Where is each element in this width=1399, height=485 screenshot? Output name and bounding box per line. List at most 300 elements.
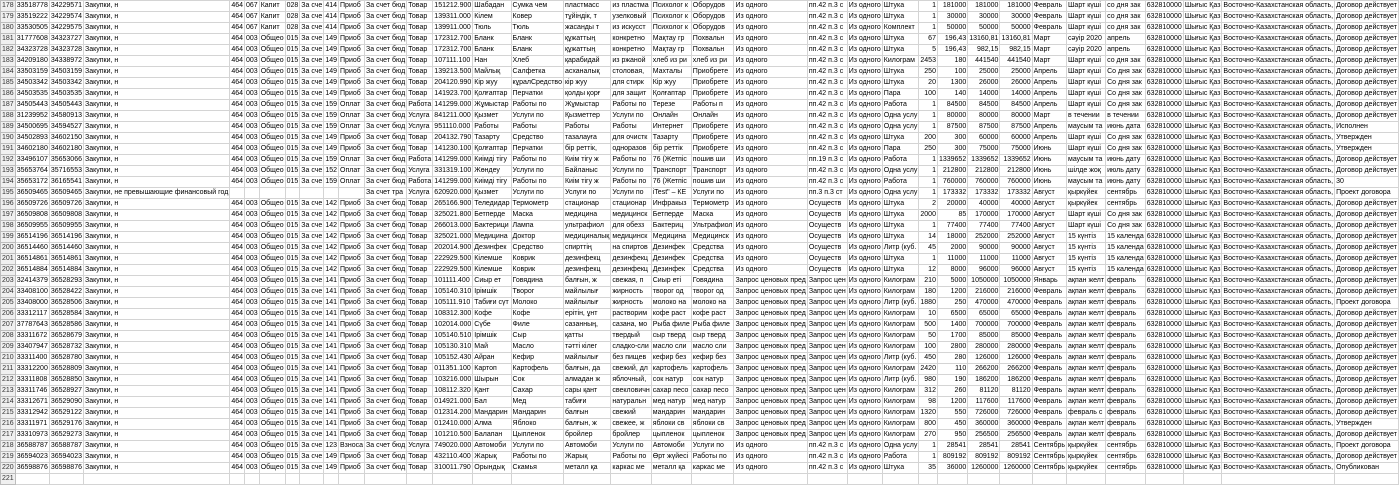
table-cell[interactable]: 141	[324, 419, 339, 430]
table-cell[interactable]: 11000	[1000, 254, 1032, 265]
table-cell[interactable]: 632810000	[1145, 12, 1183, 23]
table-cell[interactable]: 003	[245, 177, 260, 188]
table-cell[interactable]: Запрос цен	[807, 276, 847, 287]
table-cell[interactable]: 65000	[1000, 309, 1032, 320]
table-cell[interactable]: из ржаной	[611, 56, 651, 67]
table-cell[interactable]: Литр (куб.	[882, 375, 919, 386]
table-cell[interactable]: сары қант	[563, 386, 610, 397]
table-cell[interactable]: 464	[230, 23, 245, 34]
table-cell[interactable]: Из одного	[734, 243, 807, 254]
table-cell[interactable]: Шығыс Қаз	[1183, 199, 1222, 210]
table-cell[interactable]: 464	[230, 232, 245, 243]
table-cell[interactable]: 003	[245, 67, 260, 78]
table-cell[interactable]: Из одного	[847, 12, 882, 23]
table-cell[interactable]: За счет бюд	[365, 320, 407, 331]
table-cell[interactable]: 67	[919, 34, 938, 45]
table-cell[interactable]: 1	[919, 188, 938, 199]
table-cell[interactable]: Капит	[259, 23, 285, 34]
table-cell[interactable]: Договор действует	[1335, 67, 1399, 78]
table-cell[interactable]: 141299.000	[433, 100, 473, 111]
row-header[interactable]: 214	[1, 397, 16, 408]
table-cell[interactable]: 105152.430	[433, 353, 473, 364]
table-cell[interactable]	[847, 474, 882, 485]
table-cell[interactable]: 1320	[919, 408, 938, 419]
table-cell[interactable]: Шығыс Қаз	[1183, 34, 1222, 45]
table-cell[interactable]: қыркүйек	[1067, 441, 1106, 452]
table-cell[interactable]: 45	[919, 243, 938, 254]
table-cell[interactable]: Общео	[259, 45, 285, 56]
table-cell[interactable]: За счет бюд	[365, 298, 407, 309]
row-header[interactable]: 185	[1, 78, 16, 89]
table-cell[interactable]: бройлер	[563, 430, 610, 441]
table-cell[interactable]: Товар	[407, 34, 433, 45]
table-cell[interactable]: За счет бюд	[365, 122, 407, 133]
table-cell[interactable]: Товар	[407, 23, 433, 34]
table-cell[interactable]: 149	[324, 452, 339, 463]
table-cell[interactable]: 632810000	[1145, 67, 1183, 78]
table-cell[interactable]: Услуга	[407, 188, 433, 199]
table-cell[interactable]: Балапан	[473, 430, 511, 441]
table-cell[interactable]: 90000	[1000, 243, 1032, 254]
table-cell[interactable]: Товар	[407, 254, 433, 265]
table-cell[interactable]: Договор действует	[1335, 89, 1399, 100]
table-cell[interactable]: Приобрете	[691, 78, 734, 89]
table-cell[interactable]: 36528506	[49, 298, 83, 309]
table-cell[interactable]: 141923.700	[433, 89, 473, 100]
table-cell[interactable]: Закупки, н	[84, 210, 230, 221]
table-cell[interactable]: Коврик	[511, 254, 563, 265]
table-cell[interactable]: Договор действует	[1335, 166, 1399, 177]
table-cell[interactable]: Восточно-Казахстанская область,	[1222, 155, 1335, 166]
table-cell[interactable]: Восточно-Казахстанская область,	[1222, 111, 1335, 122]
table-cell[interactable]: Услуги по	[691, 441, 734, 452]
table-cell[interactable]: Товар	[407, 210, 433, 221]
table-cell[interactable]: 170000	[1000, 210, 1032, 221]
table-cell[interactable]: Шарт күші	[1067, 89, 1106, 100]
table-cell[interactable]: 015	[285, 309, 300, 320]
table-cell[interactable]: Запрос цен	[807, 364, 847, 375]
table-cell[interactable]: 103216.000	[433, 375, 473, 386]
table-cell[interactable]	[1106, 474, 1146, 485]
table-cell[interactable]: Восточно-Казахстанская область,	[1222, 177, 1335, 188]
table-cell[interactable]: Июнь	[1032, 166, 1066, 177]
table-cell[interactable]: Общео	[259, 452, 285, 463]
table-cell[interactable]: 33312117	[15, 309, 49, 320]
table-cell[interactable]: За счет бюд	[365, 408, 407, 419]
table-row[interactable]	[1, 232, 1399, 243]
table-cell[interactable]: Восточно-Казахстанская область,	[1222, 12, 1335, 23]
table-cell[interactable]: Восточно-Казахстанская область,	[1222, 342, 1335, 353]
table-cell[interactable]: 003	[245, 111, 260, 122]
table-cell[interactable]: Из одного	[847, 320, 882, 331]
table-cell[interactable]: Февраль	[1032, 1, 1066, 12]
table-cell[interactable]: Восточно-Казахстанская область,	[1222, 331, 1335, 342]
table-cell[interactable]: 77400	[937, 221, 967, 232]
table-cell[interactable]: Шығыс Қаз	[1183, 320, 1222, 331]
table-cell[interactable]: 36529090	[49, 397, 83, 408]
table-cell[interactable]: 36598876	[15, 463, 49, 474]
table-cell[interactable]: Восточно-Казахстанская область,	[1222, 309, 1335, 320]
table-cell[interactable]: сладко-сли	[611, 342, 651, 353]
table-cell[interactable]: Договор действует	[1335, 45, 1399, 56]
table-cell[interactable]: Услуги по	[611, 188, 651, 199]
table-cell[interactable]: Закупки, н	[84, 199, 230, 210]
table-cell[interactable]: Товар	[407, 386, 433, 397]
table-cell[interactable]: Из одного	[734, 133, 807, 144]
table-cell[interactable]: 117600	[968, 397, 1000, 408]
table-cell[interactable]: 100	[937, 67, 967, 78]
table-cell[interactable]: 015	[285, 353, 300, 364]
table-cell[interactable]: Кілемше	[473, 265, 511, 276]
table-cell[interactable]: За сче	[300, 232, 324, 243]
table-cell[interactable]: Из одного	[847, 254, 882, 265]
table-cell[interactable]: Похвальн	[691, 45, 734, 56]
table-cell[interactable]: без пищев	[611, 353, 651, 364]
table-cell[interactable]: Восточно-Казахстанская область,	[1222, 397, 1335, 408]
table-cell[interactable]: Шығыс Қаз	[1183, 100, 1222, 111]
table-cell[interactable]: Из одного	[847, 155, 882, 166]
row-header[interactable]: 215	[1, 408, 16, 419]
table-cell[interactable]: 85	[937, 210, 967, 221]
table-cell[interactable]: Осуществ	[807, 210, 847, 221]
table-cell[interactable]: пп.42 п.3 с	[807, 1, 847, 12]
table-cell[interactable]: апрель	[1106, 45, 1146, 56]
row-header[interactable]: 199	[1, 232, 16, 243]
table-cell[interactable]: 003	[245, 210, 260, 221]
table-cell[interactable]: сентябрь	[1106, 188, 1146, 199]
table-cell[interactable]: пп.42 п.3 с	[807, 452, 847, 463]
table-cell[interactable]: За счет бюд	[365, 463, 407, 474]
table-cell[interactable]: хлеб из ри	[651, 56, 691, 67]
table-cell[interactable]: Сүбе	[473, 320, 511, 331]
table-cell[interactable]: Товар	[407, 45, 433, 56]
table-cell[interactable]: За счет бюд	[365, 1, 407, 12]
table-cell[interactable]: Из одного	[847, 133, 882, 144]
table-cell[interactable]: со дня зак	[1106, 56, 1146, 67]
table-cell[interactable]: Закупки, н	[84, 232, 230, 243]
table-cell[interactable]: Өрт жүйесі	[651, 452, 691, 463]
table-cell[interactable]: Запрос цен	[807, 397, 847, 408]
table-cell[interactable]: Февраль	[1032, 331, 1066, 342]
table-cell[interactable]: Шығыс Қаз	[1183, 254, 1222, 265]
table-cell[interactable]: За счет бюд	[365, 78, 407, 89]
table-cell[interactable]: Закупки, н	[84, 397, 230, 408]
table-cell[interactable]: За счет бюд	[365, 133, 407, 144]
table-cell[interactable]: Дезинфек	[651, 243, 691, 254]
table-cell[interactable]: сыр тверд	[651, 331, 691, 342]
table-cell[interactable]: 265166.900	[433, 199, 473, 210]
table-cell[interactable]: 1	[919, 177, 938, 188]
table-cell[interactable]: 159	[324, 100, 339, 111]
table-cell[interactable]: 149	[324, 34, 339, 45]
table-row[interactable]	[1, 254, 1399, 265]
table-cell[interactable]: свежая, п	[611, 276, 651, 287]
table-cell[interactable]: Работы по	[511, 100, 563, 111]
table-cell[interactable]: мандарин	[691, 408, 734, 419]
table-cell[interactable]: 003	[245, 441, 260, 452]
table-cell[interactable]: Восточно-Казахстанская область,	[1222, 100, 1335, 111]
table-cell[interactable]: Скамья	[511, 463, 563, 474]
row-header[interactable]: 194	[1, 177, 16, 188]
table-cell[interactable]: 30000	[937, 12, 967, 23]
table-cell[interactable]: 149	[324, 463, 339, 474]
table-cell[interactable]: 015	[285, 463, 300, 474]
table-cell[interactable]: Август	[1032, 199, 1066, 210]
table-cell[interactable]: 809192	[937, 452, 967, 463]
table-cell[interactable]: Работа	[882, 155, 919, 166]
table-cell[interactable]: 632810000	[1145, 199, 1183, 210]
table-cell[interactable]: Сентябрь	[1032, 463, 1066, 474]
table-cell[interactable]: кофе раст	[691, 309, 734, 320]
table-cell[interactable]: 33311808	[15, 375, 49, 386]
table-cell[interactable]: Приоб	[339, 298, 365, 309]
row-header[interactable]: 196	[1, 199, 16, 210]
table-cell[interactable]: 464	[230, 342, 245, 353]
table-cell[interactable]: 34503342	[15, 78, 49, 89]
table-cell[interactable]: сыр тверд	[691, 331, 734, 342]
table-cell[interactable]	[1032, 474, 1066, 485]
table-cell[interactable]: Общео	[259, 386, 285, 397]
table-cell[interactable]: За сче	[300, 386, 324, 397]
table-row[interactable]	[1, 287, 1399, 298]
table-cell[interactable]: 102014.000	[433, 320, 473, 331]
table-cell[interactable]: 141	[324, 397, 339, 408]
table-cell[interactable]: Килограм	[882, 386, 919, 397]
table-cell[interactable]: Киім тігу ж	[563, 155, 610, 166]
table-cell[interactable]: Закупки, н	[84, 243, 230, 254]
table-cell[interactable]: Закупки, н	[84, 1, 230, 12]
table-cell[interactable]: 464	[230, 122, 245, 133]
table-cell[interactable]: За сче	[300, 243, 324, 254]
table-cell[interactable]: Работы по	[511, 452, 563, 463]
table-cell[interactable]: За счет бюд	[365, 452, 407, 463]
table-cell[interactable]	[285, 188, 300, 199]
table-cell[interactable]: Лампа	[511, 221, 563, 232]
table-cell[interactable]: Приоб	[339, 397, 365, 408]
table-cell[interactable]: 464	[230, 309, 245, 320]
table-cell[interactable]: Восточно-Казахстанская область,	[1222, 254, 1335, 265]
table-cell[interactable]: 464	[230, 89, 245, 100]
table-cell[interactable]: 003	[245, 386, 260, 397]
table-cell[interactable]: 012410.000	[433, 419, 473, 430]
table-cell[interactable]: 36514196	[49, 232, 83, 243]
table-cell[interactable]: Восточно-Казахстанская область,	[1222, 430, 1335, 441]
table-cell[interactable]: 015	[285, 287, 300, 298]
row-header[interactable]: 203	[1, 276, 16, 287]
table-cell[interactable]: Из одного	[734, 221, 807, 232]
table-row[interactable]	[1, 298, 1399, 309]
table-cell[interactable]: 50000	[937, 23, 967, 34]
table-cell[interactable]: За счет бюд	[365, 265, 407, 276]
table-cell[interactable]: Шығыс Қаз	[1183, 1, 1222, 12]
table-cell[interactable]: свежий, дл	[611, 364, 651, 375]
table-cell[interactable]: 126000	[968, 353, 1000, 364]
table-cell[interactable]: пп.19 п.3 с	[807, 155, 847, 166]
table-cell[interactable]: Восточно-Казахстанская область,	[1222, 56, 1335, 67]
table-cell[interactable]: 632810000	[1145, 78, 1183, 89]
table-cell[interactable]: Из одного	[847, 265, 882, 276]
table-cell[interactable]: Со дня зак	[1106, 210, 1146, 221]
table-cell[interactable]: пп.42 п.3 с	[807, 463, 847, 474]
row-header[interactable]: 204	[1, 287, 16, 298]
table-cell[interactable]: 003	[245, 155, 260, 166]
table-cell[interactable]: Услуга	[407, 441, 433, 452]
table-cell[interactable]: Из одного	[734, 254, 807, 265]
table-cell[interactable]: 252000	[1000, 232, 1032, 243]
table-cell[interactable]: 28541	[937, 441, 967, 452]
table-cell[interactable]: Мандарин	[473, 408, 511, 419]
table-cell[interactable]: 141	[324, 309, 339, 320]
table-cell[interactable]: Қант	[473, 386, 511, 397]
table-cell[interactable]: қыркүйек	[1067, 188, 1106, 199]
table-cell[interactable]: За счет бюд	[365, 221, 407, 232]
table-cell[interactable]: 36598876	[49, 463, 83, 474]
table-cell[interactable]: свежий	[611, 408, 651, 419]
table-cell[interactable]: Восточно-Казахстанская область,	[1222, 133, 1335, 144]
table-cell[interactable]: табиғи	[563, 397, 610, 408]
table-cell[interactable]: Закупки, н	[84, 309, 230, 320]
row-header[interactable]: 182	[1, 45, 16, 56]
table-cell[interactable]: 80000	[968, 111, 1000, 122]
table-cell[interactable]: Приоб	[339, 309, 365, 320]
table-cell[interactable]: 36528422	[49, 287, 83, 298]
table-cell[interactable]: 40000	[968, 199, 1000, 210]
table-cell[interactable]: Товар	[407, 78, 433, 89]
table-cell[interactable]	[919, 474, 938, 485]
table-cell[interactable]: Шабадан	[473, 1, 511, 12]
table-cell[interactable]: Общео	[259, 166, 285, 177]
table-cell[interactable]: свежее, ж	[611, 419, 651, 430]
table-cell[interactable]: 067	[245, 12, 260, 23]
table-cell[interactable]: Работы по	[611, 100, 651, 111]
table-cell[interactable]: 210	[919, 276, 938, 287]
table-cell[interactable]: 441540	[968, 56, 1000, 67]
table-cell[interactable]: 34505443	[49, 100, 83, 111]
table-cell[interactable]: 31239952	[15, 111, 49, 122]
table-cell[interactable]: 149	[324, 56, 339, 67]
table-cell[interactable]: Восточно-Казахстанская область,	[1222, 298, 1335, 309]
table-cell[interactable]: Шығыс Қаз	[1183, 89, 1222, 100]
table-cell[interactable]: За счет бюд	[365, 419, 407, 430]
table-cell[interactable]: Транспорт	[691, 166, 734, 177]
table-cell[interactable]: Из одного	[847, 1, 882, 12]
table-cell[interactable]: пп.3 п.3 ст	[807, 188, 847, 199]
table-cell[interactable]: Общео	[259, 34, 285, 45]
table-cell[interactable]: жирность	[611, 287, 651, 298]
table-cell[interactable]: Из одного	[847, 210, 882, 221]
table-cell[interactable]	[365, 474, 407, 485]
table-cell[interactable]: 96000	[968, 265, 1000, 276]
table-cell[interactable]: Приоб	[339, 12, 365, 23]
row-header[interactable]: 211	[1, 364, 16, 375]
table-cell[interactable]: 632810000	[1145, 408, 1183, 419]
table-cell[interactable]: Медицина	[473, 232, 511, 243]
table-cell[interactable]: 003	[245, 276, 260, 287]
table-cell[interactable]: Закупки, н	[84, 298, 230, 309]
table-cell[interactable]	[651, 474, 691, 485]
table-cell[interactable]: Общео	[259, 309, 285, 320]
table-cell[interactable]: 142	[324, 265, 339, 276]
table-cell[interactable]: 142	[324, 254, 339, 265]
table-cell[interactable]: 464	[230, 419, 245, 430]
table-cell[interactable]: Шығыс Қаз	[1183, 419, 1222, 430]
table-cell[interactable]: 36509955	[15, 221, 49, 232]
table-cell[interactable]: Из одного	[734, 463, 807, 474]
table-cell[interactable]: сәуір 2020	[1067, 34, 1106, 45]
table-cell[interactable]: 33503159	[15, 67, 49, 78]
table-cell[interactable]: 36588787	[49, 441, 83, 452]
table-cell[interactable]: февраль	[1106, 287, 1146, 298]
row-header[interactable]: 184	[1, 67, 16, 78]
table-cell[interactable]: Из одного	[847, 463, 882, 474]
table-cell[interactable]: Товар	[407, 320, 433, 331]
table-cell[interactable]: 36509465	[49, 188, 83, 199]
table-cell[interactable]: 015	[285, 111, 300, 122]
table-cell[interactable]: Февраль	[1032, 342, 1066, 353]
table-cell[interactable]: Закупки, н	[84, 430, 230, 441]
table-cell[interactable]: 1400	[937, 320, 967, 331]
table-row[interactable]	[1, 397, 1399, 408]
table-cell[interactable]: 632810000	[1145, 243, 1183, 254]
table-cell[interactable]: яблочный,	[611, 375, 651, 386]
table-cell[interactable]: на спиртов	[611, 243, 651, 254]
table-cell[interactable]: 003	[245, 397, 260, 408]
table-cell[interactable]: Февраль	[1032, 375, 1066, 386]
table-cell[interactable]: Салфетка	[511, 67, 563, 78]
table-cell[interactable]: Февраль	[1032, 309, 1066, 320]
table-cell[interactable]: Тюль	[473, 23, 511, 34]
table-cell[interactable]: 33311971	[15, 419, 49, 430]
table-cell[interactable]: Запрос ценовых пред	[734, 408, 807, 419]
table-cell[interactable]: пп.42 п.3 с	[807, 144, 847, 155]
table-cell[interactable]: Коврик	[511, 265, 563, 276]
table-cell[interactable]: Шығыс Қаз	[1183, 177, 1222, 188]
table-cell[interactable]: Закупки, н	[84, 166, 230, 177]
table-cell[interactable]: 34500695	[15, 122, 49, 133]
table-cell[interactable]: Из одного	[847, 342, 882, 353]
table-cell[interactable]: пп.42 п.3 с	[807, 441, 847, 452]
table-cell[interactable]: Восточно-Казахстанская область,	[1222, 89, 1335, 100]
table-cell[interactable]: Сыр	[511, 331, 563, 342]
table-cell[interactable]: 464	[230, 397, 245, 408]
table-cell[interactable]: Из одного	[847, 441, 882, 452]
table-cell[interactable]: Из одного	[847, 67, 882, 78]
table-row[interactable]	[1, 276, 1399, 287]
table-cell[interactable]: Килограм	[882, 309, 919, 320]
table-cell[interactable]: Шығыс Қаз	[1183, 375, 1222, 386]
table-cell[interactable]: 202014.900	[433, 243, 473, 254]
table-cell[interactable]: пп.42 п.3 с	[807, 45, 847, 56]
table-cell[interactable]: За счет бюд	[365, 166, 407, 177]
table-cell[interactable]: Договор действует	[1335, 430, 1399, 441]
table-cell[interactable]: Запрос ценовых пред	[734, 342, 807, 353]
table-cell[interactable]: 15 календа	[1106, 232, 1146, 243]
table-cell[interactable]: Работы по	[611, 177, 651, 188]
table-cell[interactable]: 310011.790	[433, 463, 473, 474]
table-cell[interactable]: Договор действует	[1335, 287, 1399, 298]
table-cell[interactable]	[1335, 474, 1399, 485]
row-header[interactable]: 208	[1, 331, 16, 342]
table-cell[interactable]: Февраль	[1032, 12, 1066, 23]
table-cell[interactable]: пп.42 п.3 с	[807, 100, 847, 111]
table-cell[interactable]: Киімді тігу	[473, 155, 511, 166]
table-cell[interactable]: конкретно	[611, 45, 651, 56]
table-cell[interactable]: 28541	[1000, 441, 1032, 452]
table-cell[interactable]: 003	[245, 265, 260, 276]
table-cell[interactable]: 141	[324, 287, 339, 298]
table-cell[interactable]: 50	[919, 331, 938, 342]
table-cell[interactable]: 186200	[1000, 375, 1032, 386]
